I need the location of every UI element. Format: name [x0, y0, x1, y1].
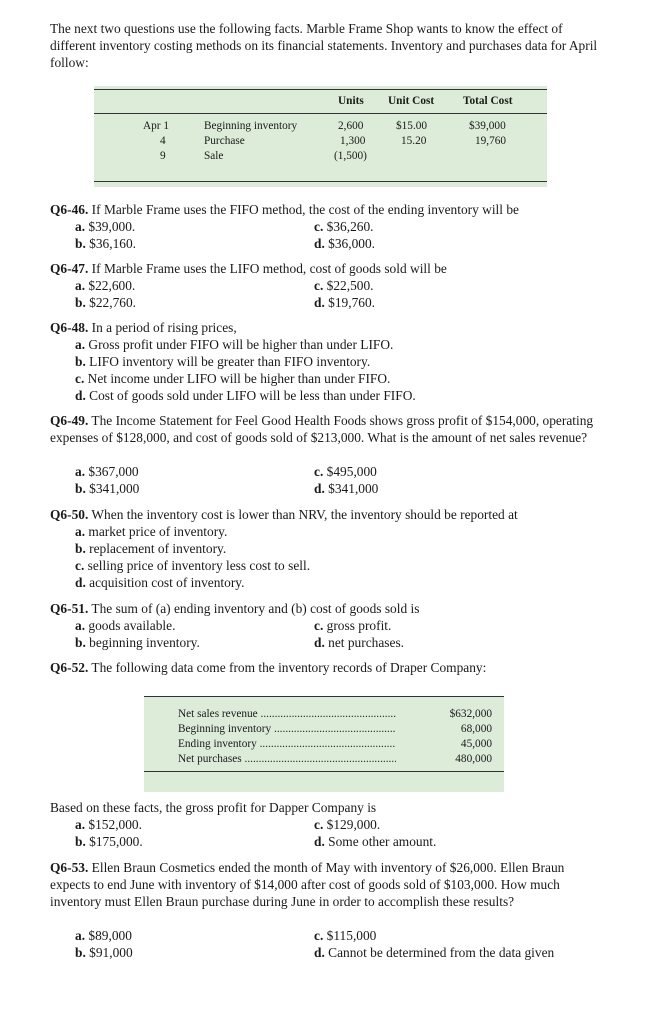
q6-47-option-c[interactable]: c. $22,500.	[314, 278, 374, 293]
q6-50-option-d[interactable]: d. acquisition cost of inventory.	[75, 575, 245, 590]
question-text: When the inventory cost is lower than NRV, the inventory should be reported at	[91, 507, 518, 522]
question-text: If Marble Frame uses the LIFO method, cost of goods sold will be	[91, 261, 447, 276]
q6-46-option-a[interactable]: a. $39,000.	[75, 219, 136, 234]
row2-date: 4	[160, 135, 166, 147]
question-number: Q6-53.	[50, 860, 89, 875]
inventory-table	[94, 86, 547, 187]
q6-50-option-a[interactable]: a. market price of inventory.	[75, 524, 228, 539]
table-row	[178, 722, 496, 737]
question-q6-46	[50, 201, 600, 218]
question-q6-53	[50, 859, 600, 910]
q6-46-option-d[interactable]: d. $36,000.	[314, 236, 376, 251]
q6-47-option-a[interactable]: a. $22,600.	[75, 278, 136, 293]
q6-48-option-d[interactable]: d. Cost of goods sold under LIFO will be less than under FIFO.	[75, 388, 416, 403]
header-unit-cost: Unit Cost	[388, 95, 435, 107]
row2-units: 1,300	[340, 135, 366, 147]
row-label: Beginning inventory .....	[178, 722, 396, 737]
row3-units: (1,500)	[334, 150, 367, 162]
q6-53-option-c[interactable]: c. $115,000	[314, 928, 377, 943]
question-text: If Marble Frame uses the FIFO method, the cost of the ending inventory will be	[91, 202, 519, 217]
question-text: In a period of rising prices,	[91, 320, 237, 335]
row-label: Net purchases .....	[178, 752, 396, 767]
intro-paragraph: The next two questions use the following facts. Marble Frame Shop wants to know the effect of different inventory costing methods on its financial statements. Inventory and purchases data for April follow:	[50, 21, 598, 70]
q6-53-option-b[interactable]: b. $91,000	[75, 945, 133, 960]
table-bottom-rule	[94, 181, 547, 182]
question-q6-50	[50, 506, 600, 523]
row-value: 45,000	[460, 738, 492, 750]
table-top-rule	[94, 89, 547, 90]
question-number: Q6-51.	[50, 601, 89, 616]
q6-47-option-b[interactable]: b. $22,760.	[75, 295, 137, 310]
row1-unit-cost: $15.00	[396, 120, 428, 132]
row2-desc: Purchase	[204, 135, 245, 147]
q6-50-option-c[interactable]: c. selling price of inventory less cost to sell.	[75, 558, 311, 573]
row3-desc: Sale	[204, 150, 224, 162]
q6-49-option-a[interactable]: a. $367,000	[75, 464, 139, 479]
question-text: The following data come from the inventory records of Draper Company:	[91, 660, 487, 675]
q6-52-followup: Based on these facts, the gross profit for Dapper Company is	[50, 800, 377, 815]
draper-data-table	[144, 696, 504, 792]
q6-48-option-a[interactable]: a. Gross profit under FIFO will be higher than under LIFO.	[75, 337, 394, 352]
row3-date: 9	[160, 150, 166, 162]
row2-unit-cost: 15.20	[401, 135, 427, 147]
q6-51-option-b[interactable]: b. beginning inventory.	[75, 635, 200, 650]
header-total-cost: Total Cost	[463, 95, 513, 107]
question-number: Q6-49.	[50, 413, 89, 428]
question-q6-51	[50, 600, 600, 617]
q6-52-option-c[interactable]: c. $129,000.	[314, 817, 381, 832]
row-value: $632,000	[449, 708, 492, 720]
q6-52-option-a[interactable]: a. $152,000.	[75, 817, 142, 832]
worksheet-page	[50, 20, 600, 960]
question-q6-48	[50, 319, 600, 336]
q6-48-option-c[interactable]: c. Net income under LIFO will be higher than under FIFO.	[75, 371, 391, 386]
question-q6-49	[50, 412, 600, 446]
row1-units: 2,600	[338, 120, 364, 132]
q6-52-option-b[interactable]: b. $175,000.	[75, 834, 143, 849]
q6-53-option-d[interactable]: d. Cannot be determined from the data given	[314, 945, 555, 960]
q6-51-option-d[interactable]: d. net purchases.	[314, 635, 405, 650]
question-text: Ellen Braun Cosmetics ended the month of May with inventory of $26,000. Ellen Braun expects to end June with inventory of $14,000 after cost of goods sold of $103,000. How much inventory must Ellen Braun purchase during June in order to accomplish these results?	[50, 860, 565, 909]
question-q6-47	[50, 260, 600, 277]
q6-52-option-d[interactable]: d. Some other amount.	[314, 834, 437, 849]
table-row	[178, 707, 496, 722]
question-number: Q6-46.	[50, 202, 89, 217]
q6-51-option-a[interactable]: a. goods available.	[75, 618, 176, 633]
q6-50-option-b[interactable]: b. replacement of inventory.	[75, 541, 227, 556]
q6-48-option-b[interactable]: b. LIFO inventory will be greater than FIFO inventory.	[75, 354, 371, 369]
question-text: The sum of (a) ending inventory and (b) cost of goods sold is	[91, 601, 420, 616]
question-q6-52	[50, 659, 600, 676]
row1-desc: Beginning inventory	[204, 120, 298, 132]
row-label: Ending inventory .....	[178, 737, 396, 752]
question-number: Q6-47.	[50, 261, 89, 276]
q6-49-option-b[interactable]: b. $341,000	[75, 481, 140, 496]
row-value: 480,000	[455, 753, 492, 765]
q6-53-option-a[interactable]: a. $89,000	[75, 928, 132, 943]
table-row	[178, 752, 496, 767]
q6-47-option-d[interactable]: d. $19,760.	[314, 295, 376, 310]
q6-49-option-c[interactable]: c. $495,000	[314, 464, 377, 479]
table-bottom-rule	[144, 771, 504, 772]
q6-51-option-c[interactable]: c. gross profit.	[314, 618, 392, 633]
table-row	[178, 737, 496, 752]
question-number: Q6-48.	[50, 320, 89, 335]
q6-46-option-b[interactable]: b. $36,160.	[75, 236, 137, 251]
row1-date: Apr 1	[143, 120, 170, 132]
table-header-rule	[94, 113, 547, 114]
q6-49-option-d[interactable]: d. $341,000	[314, 481, 379, 496]
question-number: Q6-50.	[50, 507, 89, 522]
row-label: Net sales revenue .....	[178, 707, 396, 722]
row2-total-cost: 19,760	[475, 135, 507, 147]
question-text: The Income Statement for Feel Good Health Foods shows gross profit of $154,000, operating expenses of $128,000, and cost of goods sold of $213,000. What is the amount of net sales revenue?	[50, 413, 594, 445]
question-number: Q6-52.	[50, 660, 89, 675]
table-top-rule	[144, 696, 504, 697]
header-units: Units	[338, 95, 364, 107]
q6-46-option-c[interactable]: c. $36,260.	[314, 219, 374, 234]
row1-total-cost: $39,000	[469, 120, 506, 132]
row-value: 68,000	[460, 723, 492, 735]
